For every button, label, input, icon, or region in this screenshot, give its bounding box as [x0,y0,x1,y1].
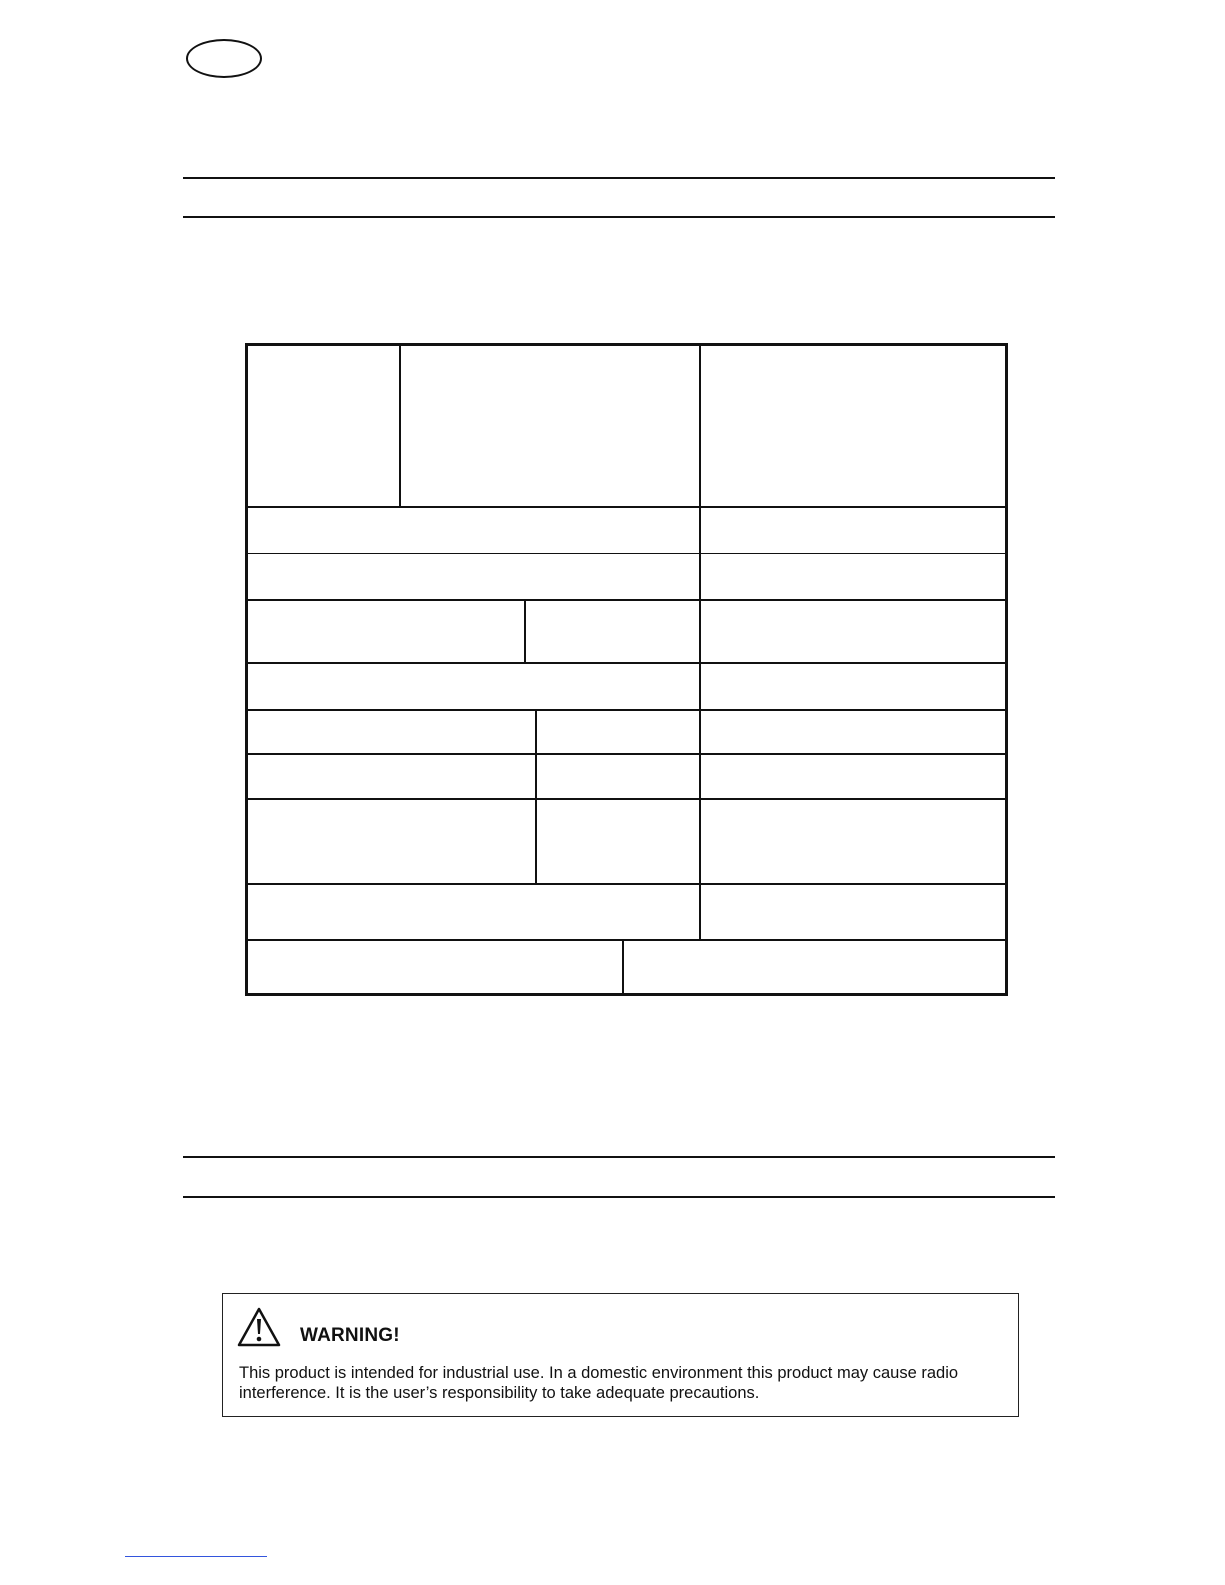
table-divider-v-main [699,343,701,940]
warning-notice [222,1293,1019,1417]
warning-title: WARNING! [300,1325,400,1346]
table-border-top [245,343,1008,346]
specification-table [245,343,1008,996]
table-border-bottom [245,993,1008,996]
table-divider-v2 [524,600,526,663]
section-rule-bottom-2 [183,1196,1055,1198]
warning-line-2: interference. It is the user’s responsibility to take adequate precautions. [239,1384,760,1402]
table-divider-v3 [535,709,537,885]
table-border-right [1005,343,1008,996]
section-rule-top-2 [183,216,1055,218]
warning-message [239,1363,1014,1403]
table-row-line-3 [245,599,1008,601]
table-row-line-5 [245,709,1008,711]
table-row-line-6 [245,753,1008,755]
language-marker-oval [186,39,262,78]
warning-line-1: This product is intended for industrial use. In a domestic environment this product may cause radio [239,1364,959,1382]
table-divider-v4 [622,940,624,994]
table-row-line-7 [245,798,1008,800]
table-border-left [245,343,248,996]
table-row-line-2 [245,553,1008,554]
warning-triangle-icon [237,1307,281,1347]
section-rule-bottom-1 [183,1156,1055,1158]
table-row-line-1 [245,506,1008,508]
table-row-line-9 [245,939,1008,941]
table-row-line-4 [245,662,1008,664]
footer-link-underline[interactable] [125,1556,267,1557]
table-divider-v1 [399,343,401,507]
section-rule-top-1 [183,177,1055,179]
table-row-line-8 [245,883,1008,885]
